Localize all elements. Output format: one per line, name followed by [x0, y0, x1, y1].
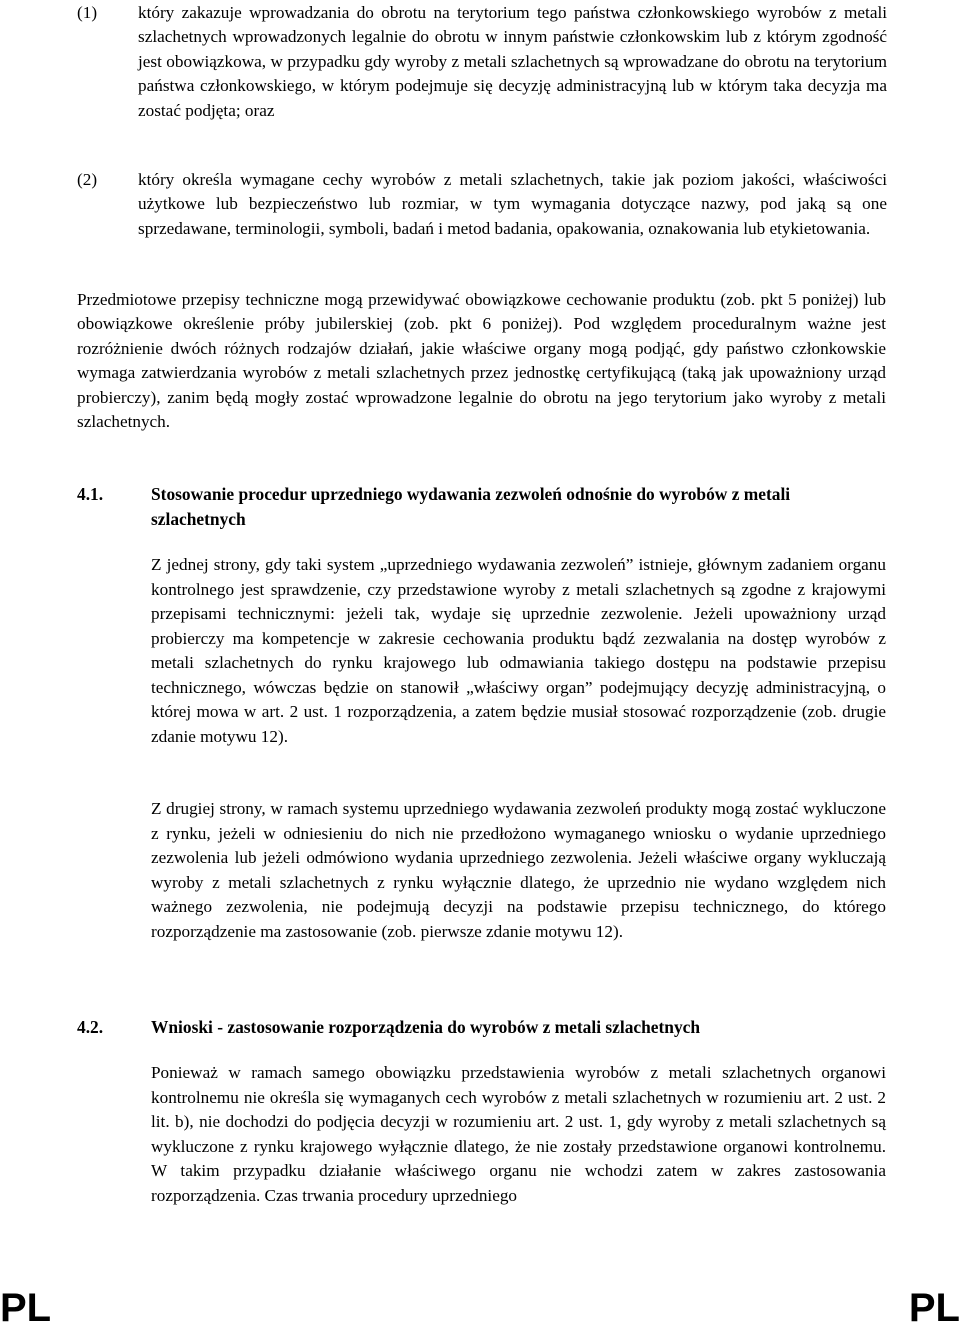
section-paragraph: Z jednej strony, gdy taki system „uprzedniego wydawania zezwoleń” istnieje, głównym zadaniem organu kontrolnego jest sprawdzenie, czy przedstawione wyroby z metali szlachetnych są zgodne z krajowymi przepisami technicznymi: jeżeli tak, wydaje się uprzednie zezwolenie. Jeżeli upoważniony urząd probierczy ma kompetencje w zakresie cechowania produktu bądź zezwalania na dostęp wyrobów z metali szlachetnych do rynku krajowego lub odmawiania takiego dostępu na podstawie przepisu technicznego, wówczas będzie on stanowił „właściwy organ” podejmujący decyzję administracyjną, o której mowa w art. 2 ust. 1 rozporządzenia, a zatem będzie musiał stosować rozporządzenie (zob. drugie zdanie motywu 12). — [151, 555, 886, 746]
list-item-text: który określa wymagane cechy wyrobów z metali szlachetnych, takie jak poziom jakości, właściwości użytkowe lub bezpieczeństwo lub rozmiar, w tym wymagania dotyczące nazwy, pod jaką są one sprzedawane, terminologii, symboli, badań i metod badania, opakowania, oznakowania lub etykietowania. — [138, 170, 887, 238]
section-paragraph: Ponieważ w ramach samego obowiązku przedstawienia wyrobów z metali szlachetnych organowi kontrolnemu nie określa się wymaganych cech wyrobów z metali szlachetnych w rozumieniu art. 2 ust. 2 lit. b), nie dochodzi do podjęcia decyzji w rozumieniu art. 2 ust. 1, gdy wyroby z metali szlachetnych są wykluczone z rynku krajowego wyłącznie dlatego, że nie zostały przedstawione organowi kontrolnemu. W takim przypadku działanie właściwego organu nie wchodzi zatem w zakres zastosowania rozporządzenia. Czas trwania procedury uprzedniego — [151, 1063, 886, 1205]
footer-language-code-left: PL — [0, 1286, 52, 1330]
section-number: 4.2. — [77, 1017, 104, 1037]
list-item-number: (1) — [77, 3, 98, 22]
section-title: Stosowanie procedur uprzedniego wydawania zezwoleń odnośnie do wyrobów z metali szlachetnych — [151, 484, 791, 529]
intro-paragraph: Przedmiotowe przepisy techniczne mogą przewidywać obowiązkowe cechowanie produktu (zob. pkt 5 poniżej) lub obowiązkowe określenie próby jubilerskiej (zob. pkt 6 poniżej). Pod względem proceduralnym ważne jest rozróżnienie dwóch różnych rodzajów działań, jakie właściwe organy mogą podjąć, gdy państwo członkowskie wymaga zatwierdzania wyrobów z metali szlachetnych przez jednostkę certyfikującą (taką jak upoważniony urząd probierczy), zanim będą mogły zostać wprowadzone legalnie do obrotu na jego terytorium jako wyroby z metali szlachetnych. — [77, 290, 886, 432]
section-paragraph: Z drugiej strony, w ramach systemu uprzedniego wydawania zezwoleń produkty mogą zostać wykluczone z rynku, jeżeli w odniesieniu do nich nie przedłożono wymaganego wniosku o wydanie uprzedniego zezwolenia lub jeżeli odmówiono wydania uprzedniego zezwolenia. Jeżeli właściwe organy wykluczają wyroby z metali szlachetnych z rynku wyłącznie dlatego, że uprzednio nie wydano względem nich ważnego zezwolenia, nie podejmują decyzji na podstawie przepisu technicznego, do którego rozporządzenie ma zastosowanie (zob. pierwsze zdanie motywu 12). — [151, 799, 886, 941]
footer-language-code-right: PL — [908, 1286, 960, 1330]
list-item-number: (2) — [77, 170, 98, 189]
list-item-text: który zakazuje wprowadzania do obrotu na terytorium tego państwa członkowskiego wyrobów z metali szlachetnych wprowadzonych legalnie do obrotu w innym państwie członkowskim lub z którym zgodność jest obowiązkowa, w przypadku gdy wyroby z metali szlachetnych są wprowadzane do obrotu na terytorium państwa członkowskiego, w którym podejmuje się decyzję administracyjną lub w którym taka decyzja ma zostać podjęta; oraz — [138, 3, 887, 120]
section-title: Wnioski - zastosowanie rozporządzenia do wyrobów z metali szlachetnych — [151, 1017, 701, 1037]
section-number: 4.1. — [77, 484, 104, 504]
